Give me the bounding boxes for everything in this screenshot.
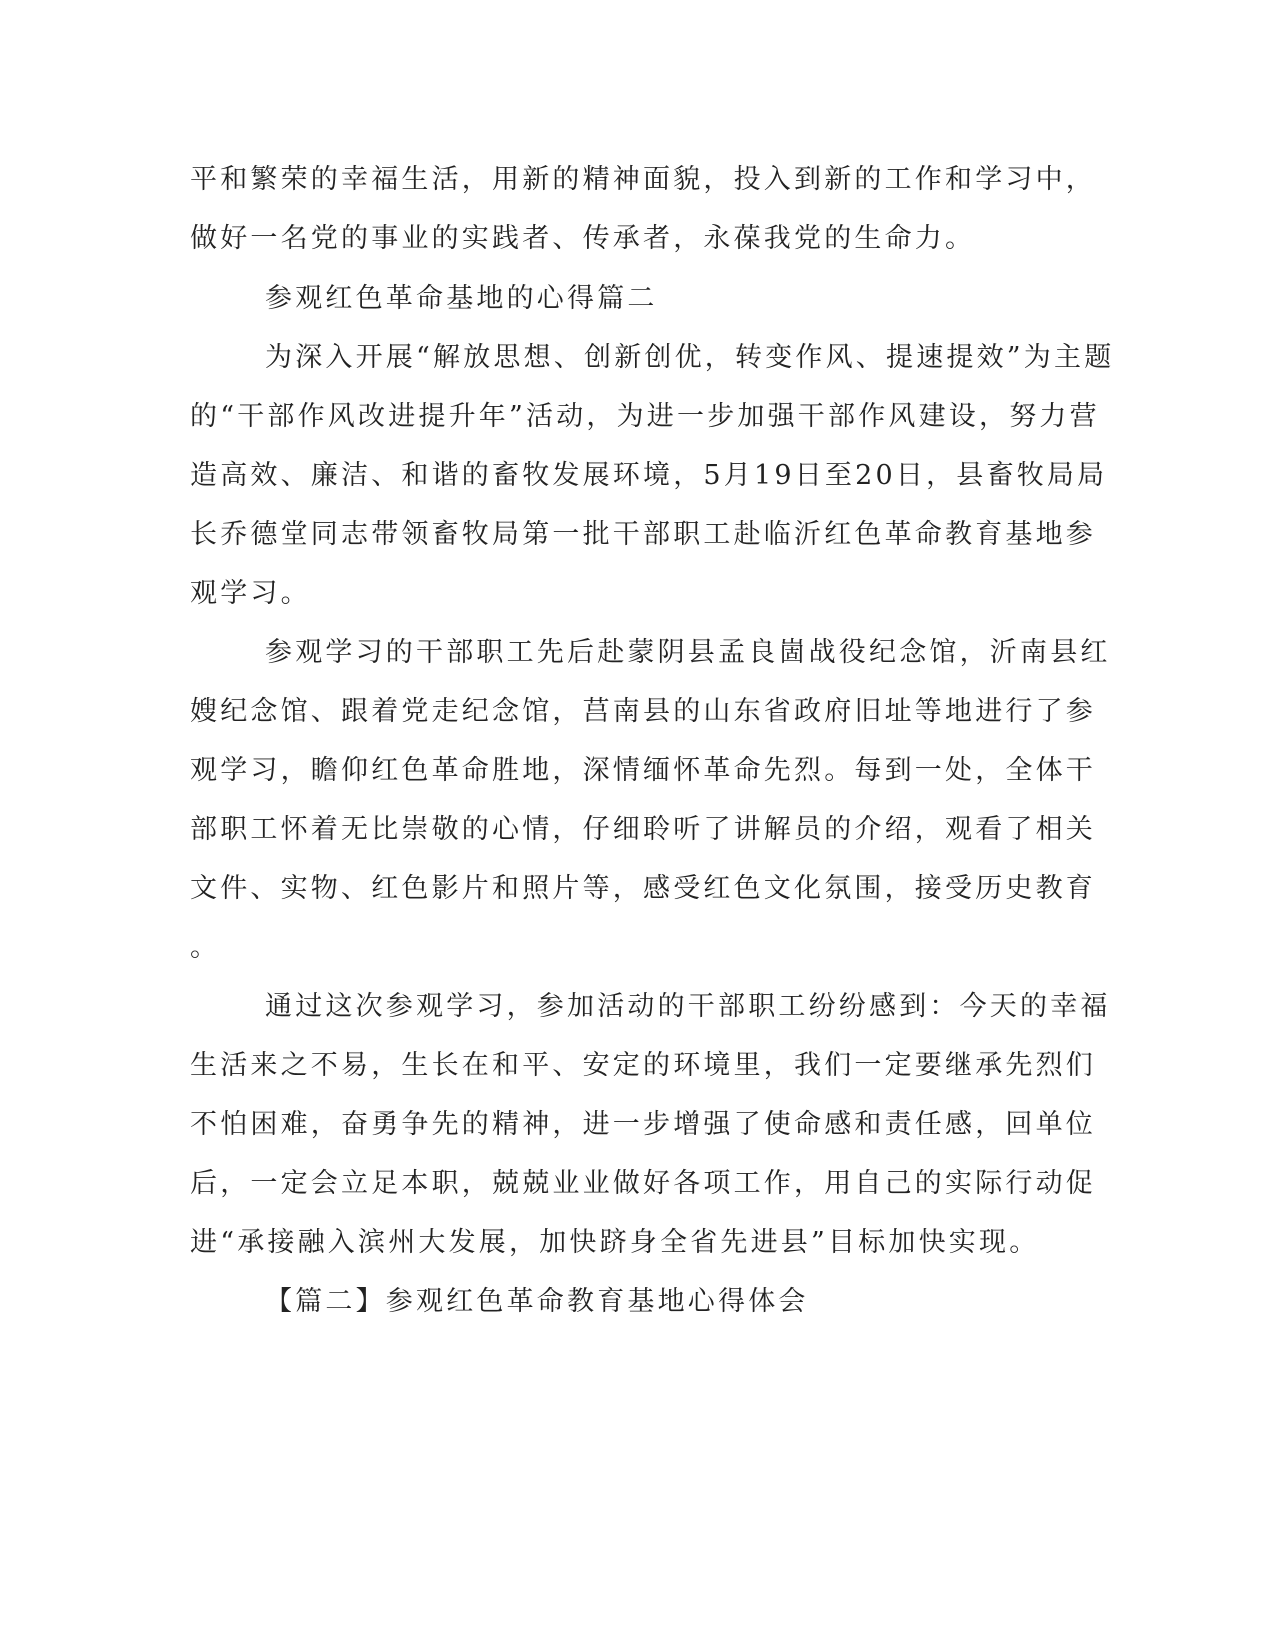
text-line: 观学习，瞻仰红色革命胜地，深情缅怀革命先烈。每到一处，全体干 bbox=[190, 755, 1096, 786]
text-line: 进“承接融入滨州大发展，加快跻身全省先进县”目标加快实现。 bbox=[190, 1227, 1040, 1258]
section-heading: 【篇二】参观红色革命教育基地心得体会 bbox=[265, 1286, 809, 1317]
text-line: 为深入开展“解放思想、创新创优，转变作风、提速提效”为主题 bbox=[265, 342, 1115, 373]
text-line: 通过这次参观学习，参加活动的干部职工纷纷感到：今天的幸福 bbox=[265, 991, 1111, 1022]
text-line: 。 bbox=[190, 932, 221, 963]
text-line: 参观学习的干部职工先后赴蒙阴县孟良崮战役纪念馆，沂南县红 bbox=[265, 637, 1111, 668]
text-line: 长乔德堂同志带领畜牧局第一批干部职工赴临沂红色革命教育基地参 bbox=[190, 519, 1096, 550]
text-line: 造高效、廉洁、和谐的畜牧发展环境，5月19日至20日，县畜牧局局 bbox=[190, 460, 1108, 491]
text-line: 文件、实物、红色影片和照片等，感受红色文化氛围，接受历史教育 bbox=[190, 873, 1096, 904]
text-line: 不怕困难，奋勇争先的精神，进一步增强了使命感和责任感，回单位 bbox=[190, 1109, 1096, 1140]
text-line: 观学习。 bbox=[190, 578, 311, 609]
text-line: 生活来之不易，生长在和平、安定的环境里，我们一定要继承先烈们 bbox=[190, 1050, 1096, 1081]
text-line: 的“干部作风改进提升年”活动，为进一步加强干部作风建设，努力营 bbox=[190, 401, 1100, 432]
text-line: 做好一名党的事业的实践者、传承者，永葆我党的生命力。 bbox=[190, 223, 976, 254]
text-line: 平和繁荣的幸福生活，用新的精神面貌，投入到新的工作和学习中， bbox=[190, 164, 1096, 195]
text-line: 部职工怀着无比崇敬的心情，仔细聆听了讲解员的介绍，观看了相关 bbox=[190, 814, 1096, 845]
section-heading: 参观红色革命基地的心得篇二 bbox=[265, 283, 658, 314]
text-line: 后，一定会立足本职，兢兢业业做好各项工作，用自己的实际行动促 bbox=[190, 1168, 1096, 1199]
text-line: 嫂纪念馆、跟着党走纪念馆，莒南县的山东省政府旧址等地进行了参 bbox=[190, 696, 1096, 727]
